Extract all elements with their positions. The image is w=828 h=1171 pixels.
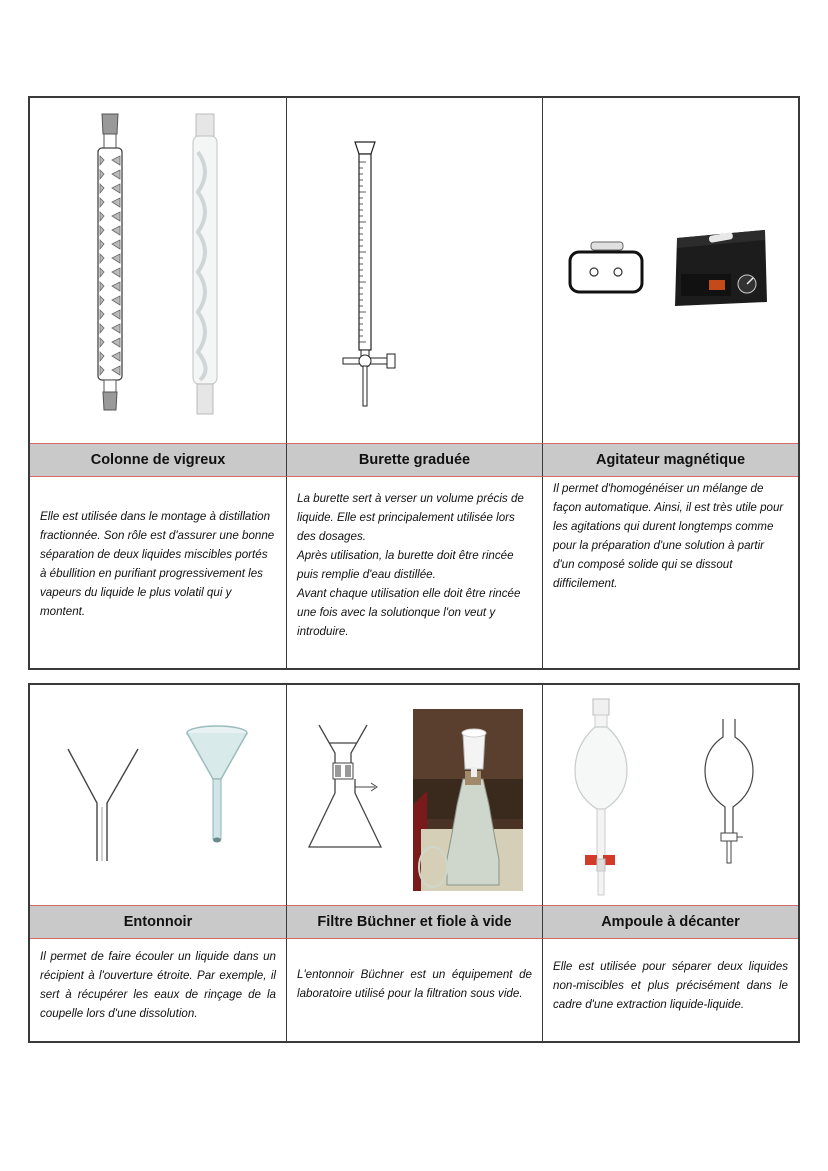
image-cell-buchner [286,685,542,905]
description-paragraph: Après utilisation, la burette doit être rincée puis remplie d'eau distillée. [297,549,514,581]
funnel-drawing-icon [64,745,142,863]
description-stirrer [542,477,798,670]
image-cell-funnel [30,685,286,905]
vigreux-column-glass-icon [188,112,222,416]
description-burette [286,477,542,670]
description-buchner [286,939,542,1043]
description-paragraph: Avant chaque utilisation elle doit être rincée une fois avec la solutionque l'on veut y introduire. [297,587,521,638]
image-cell-stirrer [542,98,798,443]
equipment-table-1 [28,96,800,670]
title-stirrer: Agitateur magnétique [542,443,798,477]
description-paragraph: L'entonnoir Büchner est un équipement de laboratoire utilisé pour la filtration sous vide. [297,968,532,1000]
buchner-setup-photo-icon [413,709,523,891]
magnetic-stirrer-icon [671,226,771,310]
vigreux-column-drawing-icon [90,112,130,414]
image-cell-vigreux [30,98,286,443]
equipment-table-2 [28,683,800,1043]
title-burette: Burette graduée [286,443,542,477]
glass-funnel-icon [184,723,250,845]
separatory-funnel-glass-icon [571,695,631,899]
description-paragraph: Elle est utilisée pour séparer deux liquides non-miscibles et plus précisément dans le cadre d'une extraction liquide-liquide. [553,960,788,1011]
description-paragraph: La burette sert à verser un volume précis de liquide. Elle est principalement utilisée lors des dosages. [297,492,524,543]
description-paragraph: Elle est utilisée dans le montage à distillation fractionnée. Son rôle est d'assurer une bonne séparation de deux liquides miscibles portés à ébullition en purifiant progressivement les vapeurs du liquide le plus volatil qui y montent. [40,510,275,618]
title-vigreux: Colonne de vigreux [30,443,286,477]
stir-bar-icon [567,238,647,296]
description-paragraph: Il permet de faire écouler un liquide dans un récipient à l'ouverture étroite. Par exemple, il sert à récupérer les eaux de rinçage de la coupelle lors d'une dissolution. [40,950,276,1020]
title-buchner: Filtre Büchner et fiole à vide [286,905,542,939]
description-vigreux [30,477,286,670]
description-separatory-funnel [542,939,798,1043]
buchner-flask-drawing-icon [305,721,389,855]
image-cell-burette [286,98,542,443]
image-cell-separatory-funnel [542,685,798,905]
title-separatory-funnel: Ampoule à décanter [542,905,798,939]
graduated-burette-icon [335,138,407,410]
description-funnel [30,939,286,1043]
title-funnel: Entonnoir [30,905,286,939]
separatory-funnel-drawing-icon [699,715,759,867]
description-paragraph: Il permet d'homogénéiser un mélange de façon automatique. Ainsi, il est très utile pour les agitations qui durent longtemps comme pour la préparation d'une solution à partir d'un composé solide qui se dissout difficilement. [553,482,784,590]
